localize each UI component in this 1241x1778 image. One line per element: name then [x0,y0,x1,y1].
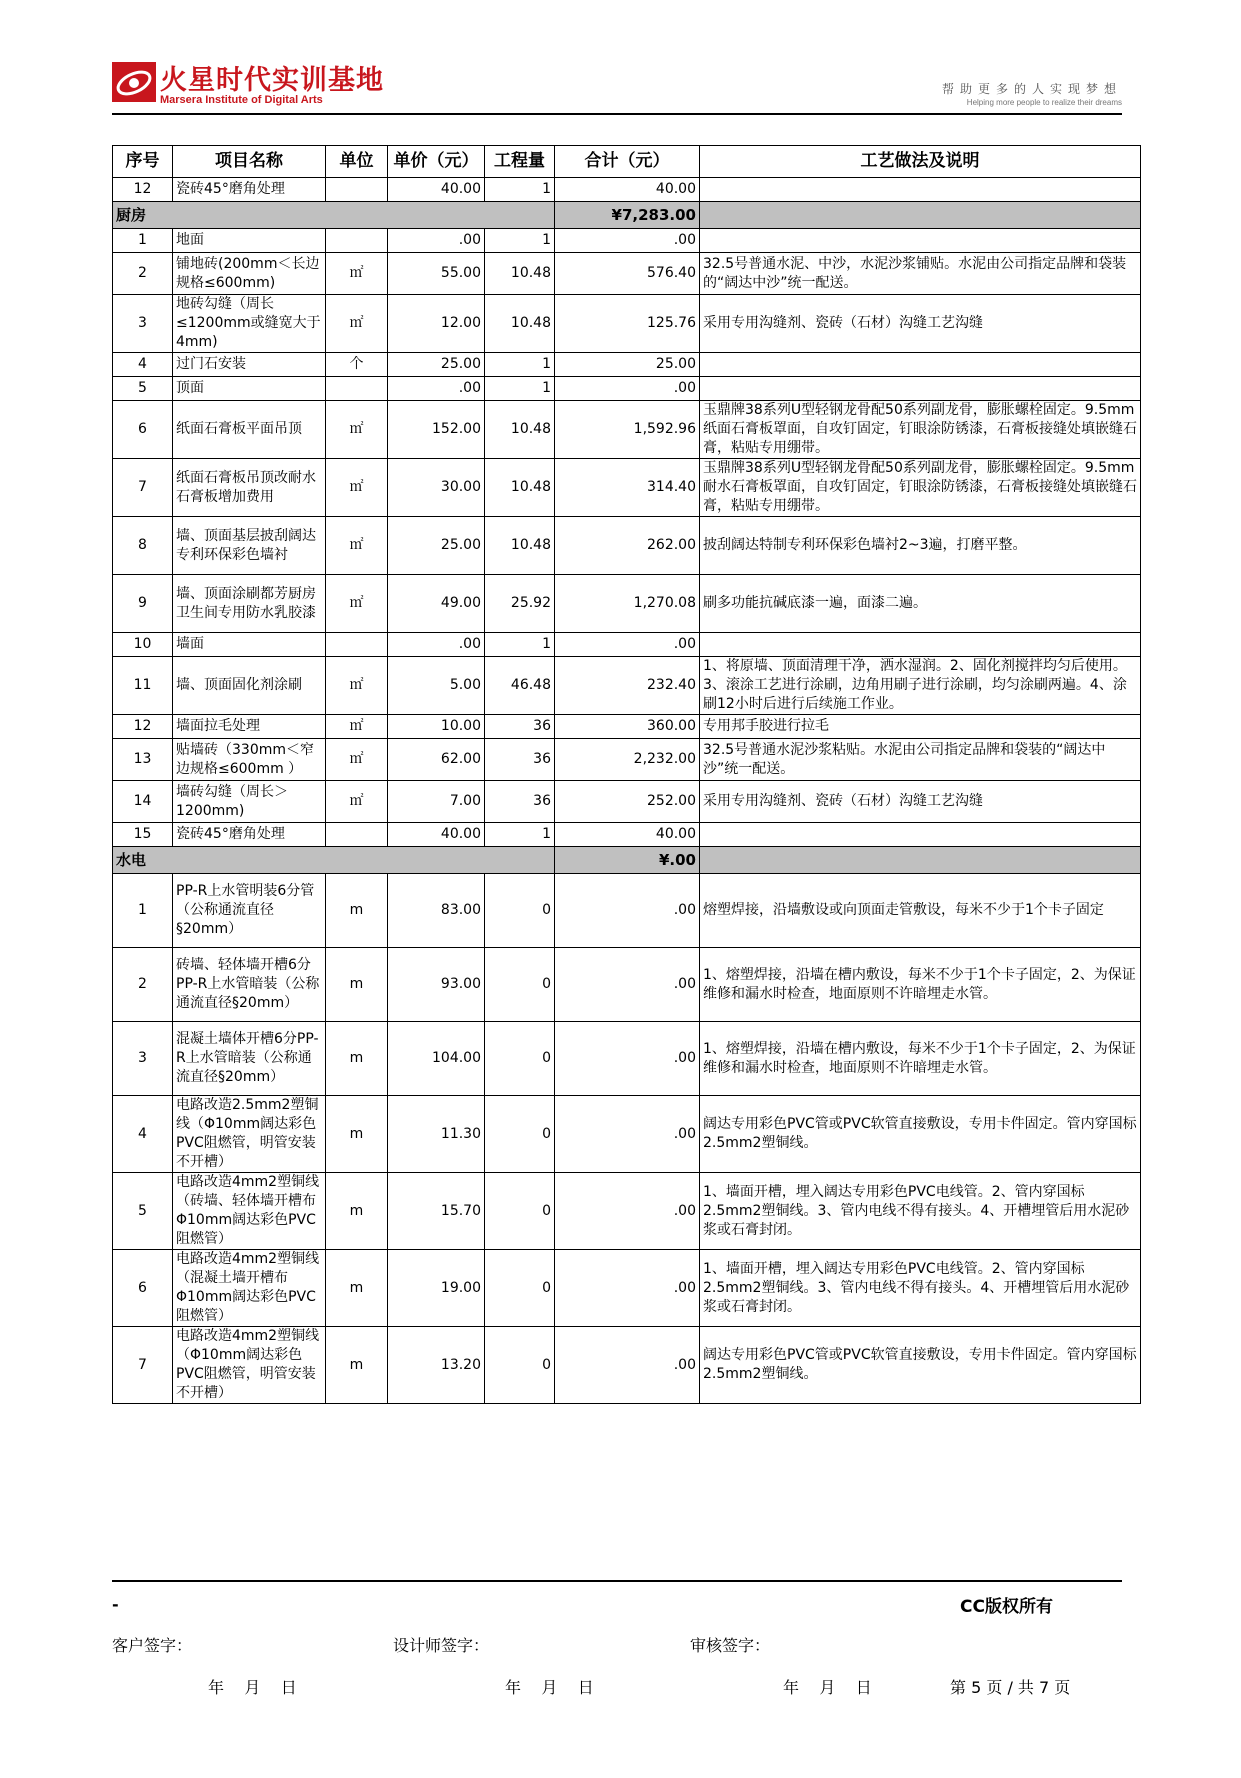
table-row [113,517,1141,575]
item-unit: m [326,1250,388,1327]
quantity: 0 [485,1327,555,1404]
row-total: 125.76 [555,295,700,353]
process-description: 玉鼎牌38系列U型轻钢龙骨配50系列副龙骨，膨胀螺栓固定。9.5mm纸面石膏板罩面，自攻钉固定，钉眼涂防锈漆，石膏板接缝处填嵌缝石膏，粘贴专用绷带。 [700,401,1141,459]
row-number: 1 [113,874,173,948]
quantity: 10.48 [485,295,555,353]
item-name: 电路改造4mm2塑铜线（混凝土墙开槽布Φ10mm阔达彩色PVC阻燃管） [173,1250,326,1327]
item-name: 纸面石膏板平面吊顶 [173,401,326,459]
process-description [700,633,1141,657]
process-description: 刷多功能抗碱底漆一遍，面漆二遍。 [700,575,1141,633]
item-unit: ㎡ [326,253,388,295]
table-row [113,715,1141,739]
row-number: 4 [113,353,173,377]
unit-price: 104.00 [388,1022,485,1096]
table-row [113,657,1141,715]
item-unit: ㎡ [326,781,388,823]
quantity: 46.48 [485,657,555,715]
item-unit: m [326,1173,388,1250]
unit-price: 5.00 [388,657,485,715]
process-description: 阔达专用彩色PVC管或PVC软管直接敷设，专用卡件固定。管内穿国标2.5mm2塑铜线。 [700,1327,1141,1404]
row-number: 13 [113,739,173,781]
unit-price: 25.00 [388,517,485,575]
unit-price: 40.00 [388,823,485,847]
unit-price: .00 [388,633,485,657]
item-unit: m [326,1327,388,1404]
row-total: .00 [555,1096,700,1173]
row-number: 5 [113,1173,173,1250]
table-row [113,178,1141,202]
table-row [113,823,1141,847]
customer-date: 年 月 日 [208,1678,297,1697]
quantity: 1 [485,377,555,401]
item-name: 铺地砖(200mm＜长边规格≤600mm) [173,253,326,295]
table-row [113,1022,1141,1096]
row-number: 6 [113,1250,173,1327]
item-unit: ㎡ [326,401,388,459]
designer-signature-label: 设计师签字： [393,1636,490,1655]
row-total: .00 [555,377,700,401]
unit-price: .00 [388,377,485,401]
item-unit: ㎡ [326,715,388,739]
item-name: PP-R上水管明装6分管（公称通流直径§20mm） [173,874,326,948]
quantity: 0 [485,1096,555,1173]
unit-price: 10.00 [388,715,485,739]
row-number: 1 [113,229,173,253]
row-total: 1,592.96 [555,401,700,459]
section-row [113,847,1141,874]
logo-icon [112,62,156,102]
slogan-english: Helping more people to realize their dreams [966,98,1122,107]
row-number: 14 [113,781,173,823]
logo-chinese: 火星时代实训基地 [160,65,384,96]
item-unit: 个 [326,353,388,377]
item-name: 纸面石膏板吊顶改耐水石膏板增加费用 [173,459,326,517]
item-name: 瓷砖45°磨角处理 [173,823,326,847]
unit-price: 62.00 [388,739,485,781]
table-row [113,295,1141,353]
item-name: 墙、顶面固化剂涂刷 [173,657,326,715]
item-name: 墙、顶面涂刷都芳厨房卫生间专用防水乳胶漆 [173,575,326,633]
row-number: 5 [113,377,173,401]
item-name: 墙面拉毛处理 [173,715,326,739]
quantity: 0 [485,874,555,948]
item-name: 过门石安装 [173,353,326,377]
row-number: 11 [113,657,173,715]
row-total: 314.40 [555,459,700,517]
unit-price: 83.00 [388,874,485,948]
item-name: 电路改造4mm2塑铜线（砖墙、轻体墙开槽布Φ10mm阔达彩色PVC阻燃管） [173,1173,326,1250]
quantity: 0 [485,1250,555,1327]
section-total: ¥7,283.00 [555,202,700,229]
unit-price: 11.30 [388,1096,485,1173]
item-unit: m [326,948,388,1022]
item-name: 顶面 [173,377,326,401]
item-unit [326,633,388,657]
unit-price: 40.00 [388,178,485,202]
customer-signature-label: 客户签字： [112,1636,193,1655]
row-number: 12 [113,715,173,739]
process-description: 1、墙面开槽，埋入阔达专用彩色PVC电线管。2、管内穿国标2.5mm2塑铜线。3、管内电线不得有接头。4、开槽埋管后用水泥砂浆或石膏封闭。 [700,1250,1141,1327]
item-unit: ㎡ [326,459,388,517]
table-row [113,1250,1141,1327]
item-unit: ㎡ [326,739,388,781]
unit-price: 152.00 [388,401,485,459]
table-header-row [113,146,1141,178]
table-row [113,1327,1141,1404]
table-row [113,229,1141,253]
table-row [113,633,1141,657]
process-description: 专用邦手胶进行拉毛 [700,715,1141,739]
item-name: 墙砖勾缝（周长＞1200mm) [173,781,326,823]
process-description: 1、熔塑焊接，沿墙在槽内敷设，每米不少于1个卡子固定，2、为保证维修和漏水时检查，地面原则不许暗埋走水管。 [700,948,1141,1022]
process-description: 披刮阔达特制专利环保彩色墙衬2~3遍，打磨平整。 [700,517,1141,575]
unit-price: 49.00 [388,575,485,633]
unit-price: 7.00 [388,781,485,823]
item-name: 电路改造4mm2塑铜线（Φ10mm阔达彩色PVC阻燃管，明管安装不开槽） [173,1327,326,1404]
quantity: 10.48 [485,459,555,517]
row-total: .00 [555,1327,700,1404]
item-name: 贴墙砖（330mm＜窄边规格≤600mm ） [173,739,326,781]
header-divider [112,113,1122,115]
item-unit [326,178,388,202]
process-description [700,353,1141,377]
row-total: 40.00 [555,178,700,202]
table-row [113,353,1141,377]
row-number: 10 [113,633,173,657]
unit-price: 12.00 [388,295,485,353]
row-number: 2 [113,948,173,1022]
item-unit: m [326,1096,388,1173]
process-description: 32.5号普通水泥沙浆粘贴。水泥由公司指定品牌和袋装的“阔达中沙”统一配送。 [700,739,1141,781]
unit-price: 30.00 [388,459,485,517]
review-signature-label: 审核签字： [690,1636,771,1655]
row-total: 2,232.00 [555,739,700,781]
row-number: 8 [113,517,173,575]
item-name: 混凝土墙体开槽6分PP-R上水管暗装（公称通流直径§20mm） [173,1022,326,1096]
col-header: 项目名称 [173,146,326,178]
quantity: 36 [485,739,555,781]
process-description: 1、墙面开槽，埋入阔达专用彩色PVC电线管。2、管内穿国标2.5mm2塑铜线。3、管内电线不得有接头。4、开槽埋管后用水泥砂浆或石膏封闭。 [700,1173,1141,1250]
copyright-text: CC版权所有 [960,1597,1053,1617]
item-unit [326,377,388,401]
row-number: 9 [113,575,173,633]
item-unit: ㎡ [326,295,388,353]
process-description: 32.5号普通水泥、中沙，水泥沙浆铺贴。水泥由公司指定品牌和袋装的“阔达中沙”统一配送。 [700,253,1141,295]
quantity: 1 [485,353,555,377]
col-header: 工艺做法及说明 [700,146,1141,178]
quantity: 10.48 [485,401,555,459]
process-description: 阔达专用彩色PVC管或PVC软管直接敷设，专用卡件固定。管内穿国标2.5mm2塑铜线。 [700,1096,1141,1173]
quantity: 36 [485,715,555,739]
quantity: 0 [485,948,555,1022]
section-blank [700,847,1141,874]
table-row [113,1173,1141,1250]
table-row [113,874,1141,948]
process-description: 玉鼎牌38系列U型轻钢龙骨配50系列副龙骨，膨胀螺栓固定。9.5mm耐水石膏板罩面，自攻钉固定，钉眼涂防锈漆，石膏板接缝处填嵌缝石膏，粘贴专用绷带。 [700,459,1141,517]
row-number: 4 [113,1096,173,1173]
table-row [113,948,1141,1022]
unit-price: 55.00 [388,253,485,295]
row-total: .00 [555,1250,700,1327]
quantity: 1 [485,633,555,657]
item-unit: ㎡ [326,657,388,715]
row-number: 6 [113,401,173,459]
row-total: 40.00 [555,823,700,847]
col-header: 序号 [113,146,173,178]
row-total: 252.00 [555,781,700,823]
item-unit: m [326,1022,388,1096]
row-total: .00 [555,1173,700,1250]
item-name: 砖墙、轻体墙开槽6分PP-R上水管暗装（公称通流直径§20mm） [173,948,326,1022]
row-number: 3 [113,295,173,353]
item-unit: ㎡ [326,517,388,575]
row-number: 3 [113,1022,173,1096]
row-total: 262.00 [555,517,700,575]
row-number: 12 [113,178,173,202]
item-name: 墙面 [173,633,326,657]
col-header: 单价（元） [388,146,485,178]
unit-price: 93.00 [388,948,485,1022]
row-number: 7 [113,1327,173,1404]
process-description: 1、将原墙、顶面清理干净，洒水湿润。2、固化剂搅拌均匀后使用。3、滚涂工艺进行涂刷，边角用刷子进行涂刷，均匀涂刷两遍。4、涂刷12小时后进行后续施工作业。 [700,657,1141,715]
table-row [113,739,1141,781]
process-description: 熔塑焊接，沿墙敷设或向顶面走管敷设，每米不少于1个卡子固定 [700,874,1141,948]
unit-price: 13.20 [388,1327,485,1404]
table-row [113,575,1141,633]
section-title: 水电 [113,847,555,874]
row-total: 360.00 [555,715,700,739]
quantity: 0 [485,1022,555,1096]
quantity: 1 [485,229,555,253]
section-blank [700,202,1141,229]
process-description [700,377,1141,401]
unit-price: .00 [388,229,485,253]
item-unit [326,229,388,253]
table-row [113,459,1141,517]
row-number: 2 [113,253,173,295]
process-description [700,229,1141,253]
row-total: .00 [555,1022,700,1096]
row-total: .00 [555,229,700,253]
row-total: 25.00 [555,353,700,377]
row-total: 576.40 [555,253,700,295]
item-name: 电路改造2.5mm2塑铜线（Φ10mm阔达彩色PVC阻燃管，明管安装不开槽） [173,1096,326,1173]
row-total: .00 [555,633,700,657]
quantity: 0 [485,1173,555,1250]
page-header [112,58,1122,118]
table-row [113,253,1141,295]
quantity: 10.48 [485,253,555,295]
process-description: 采用专用沟缝剂、瓷砖（石材）沟缝工艺沟缝 [700,295,1141,353]
item-unit [326,823,388,847]
unit-price: 19.00 [388,1250,485,1327]
review-date: 年 月 日 [783,1678,872,1697]
process-description: 1、熔塑焊接，沿墙在槽内敷设，每米不少于1个卡子固定，2、为保证维修和漏水时检查，地面原则不许暗埋走水管。 [700,1022,1141,1096]
section-total: ¥.00 [555,847,700,874]
quantity: 10.48 [485,517,555,575]
row-total: .00 [555,948,700,1022]
quantity: 25.92 [485,575,555,633]
item-name: 瓷砖45°磨角处理 [173,178,326,202]
process-description [700,823,1141,847]
quote-table [112,145,1141,1404]
table-row [113,401,1141,459]
footer-divider [112,1580,1122,1582]
unit-price: 15.70 [388,1173,485,1250]
quantity: 1 [485,178,555,202]
row-total: .00 [555,874,700,948]
footer-dash: - [112,1595,119,1614]
page-number: 第 5 页 / 共 7 页 [950,1678,1071,1697]
row-total: 232.40 [555,657,700,715]
col-header: 合计（元） [555,146,700,178]
quantity: 36 [485,781,555,823]
slogan-chinese: 帮助更多的人实现梦想 [941,82,1122,96]
process-description: 采用专用沟缝剂、瓷砖（石材）沟缝工艺沟缝 [700,781,1141,823]
designer-date: 年 月 日 [505,1678,594,1697]
table-row [113,1096,1141,1173]
table-row [113,377,1141,401]
table-row [113,781,1141,823]
quantity: 1 [485,823,555,847]
item-name: 地面 [173,229,326,253]
row-number: 15 [113,823,173,847]
item-name: 地砖勾缝（周长≤1200mm或缝宽大于4mm) [173,295,326,353]
col-header: 工程量 [485,146,555,178]
logo-english: Marsera Institute of Digital Arts [160,94,323,106]
item-unit: ㎡ [326,575,388,633]
section-title: 厨房 [113,202,555,229]
item-unit: m [326,874,388,948]
unit-price: 25.00 [388,353,485,377]
section-row [113,202,1141,229]
process-description [700,178,1141,202]
row-total: 1,270.08 [555,575,700,633]
col-header: 单位 [326,146,388,178]
row-number: 7 [113,459,173,517]
item-name: 墙、顶面基层披刮阔达专利环保彩色墙衬 [173,517,326,575]
